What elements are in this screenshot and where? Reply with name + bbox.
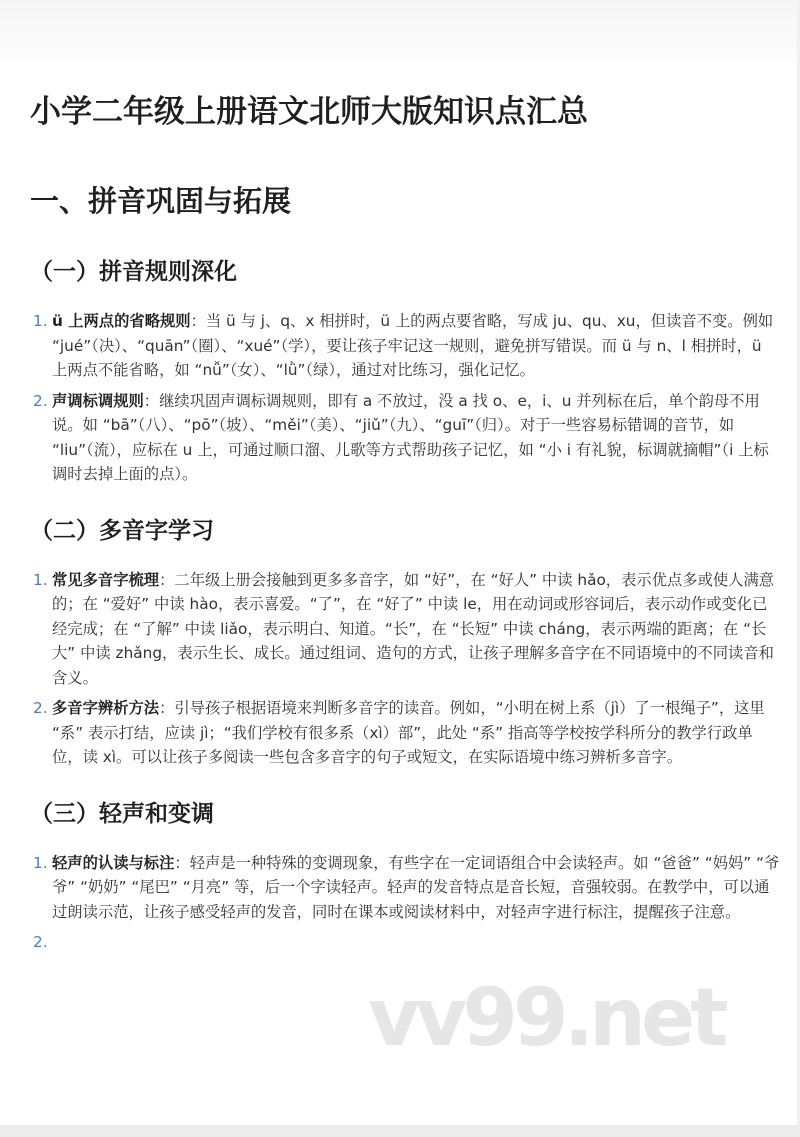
item-label: ü 上两点的省略规则 (52, 312, 191, 330)
item-label: 多音字辨析方法 (52, 699, 160, 717)
subsection-heading: （二）多音字学习 (30, 517, 214, 544)
item-text: ：继续巩固声调标调规则，即有 a 不放过，没 a 找 o、e，i、u 并列标在后，单个韵母不用说。如 “bā”（八）、“pō”（坡）、“měi”（美）、“jiǔ”（九）、“guī”（归）。对于一些容易标错调的音节，如 “liu”（流），应标在 u 上，可通过顺口溜、儿歌等方式帮助孩子记忆，如 “小 i 有礼貌，标调就摘帽”（i 上标调时去掉上面的点）。 (52, 391, 769, 483)
list-number: 1. (33, 312, 48, 330)
list-item (30, 930, 780, 955)
list-number: 2. (33, 699, 48, 717)
list-number: 1. (33, 853, 48, 872)
item-label: 轻声的认读与标注 (52, 853, 175, 872)
item-text: ：二年级上册会接触到更多多音字，如 “好”，在 “好人” 中读 hǎo，表示优点多或使人满意的；在 “爱好” 中读 hào，表示喜爱。“了”，在 “好了” 中读 le，用在动词或形容词后，表示动作或变化已经完成；在 “了解” 中读 liǎo，表示明白、知道。“长”，在 “长短” 中读 cháng，表示两端的距离；在 “长大” 中读 zhǎng，表示生长、成长。通过组词、造句的方式，让孩子理解多音字在不同语境中的不同读音和含义。 (52, 570, 775, 687)
top-band (0, 0, 800, 58)
item-label: 常见多音字梳理 (52, 570, 160, 589)
bottom-strip (0, 1125, 800, 1137)
item-text: ：轻声是一种特殊的变调现象，有些字在一定词语组合中会读轻声。如 “爸爸” “妈妈” “爷爷” “奶奶” “尾巴” “月亮” 等，后一个字读轻声。轻声的发音特点是音长短，音强较弱。在教学中，可以通过朗读示范，让孩子感受轻声的发音，同时在课本或阅读材料中，对轻声字进行标注，提醒孩子注意。 (52, 853, 780, 921)
list-item (30, 696, 780, 770)
list-item (30, 568, 780, 691)
list-item (30, 389, 780, 487)
document-content (30, 92, 780, 961)
list-item (30, 851, 780, 925)
subsection-heading: （一）拼音规则深化 (30, 259, 237, 285)
item-text: ：引导孩子根据语境来判断多音字的读音。例如，“小明在树上系（jì）了一根绳子”，这里 “系” 表示打结，应读 jì；“我们学校有很多系（xì）部”，此处 “系” 指高等学校按学科所分的教学行政单位，读 xì。可以让孩子多阅读一些包含多音字的句子或短文，在实际语境中练习辨析多音字。 (52, 699, 765, 766)
watermark: vv99.net (368, 971, 724, 1064)
numbered-list (30, 309, 780, 487)
document-title: 小学二年级上册语文北师大版知识点汇总 (30, 94, 588, 130)
list-number: 2. (33, 391, 48, 410)
numbered-list (30, 568, 780, 770)
section-heading: 一、拼音巩固与拓展 (30, 184, 292, 218)
subsection-heading: （三）轻声和变调 (30, 800, 214, 827)
list-number: 2. (33, 933, 48, 951)
list-number: 1. (33, 570, 48, 589)
item-label: 声调标调规则 (52, 391, 144, 410)
list-item (30, 309, 780, 383)
item-text: ：当 ü 与 j、q、x 相拼时，ü 上的两点要省略，写成 ju、qu、xu，但读音不变。例如 “jué”（决）、“quān”（圈）、“xué”（学），要让孩子牢记这一规则，避免拼写错误。而 ü 与 n、l 相拼时，ü 上两点不能省略，如 “nǚ”（女）、“lǜ”（绿），通过对比练习，强化记忆。 (52, 312, 774, 379)
numbered-list (30, 851, 780, 955)
